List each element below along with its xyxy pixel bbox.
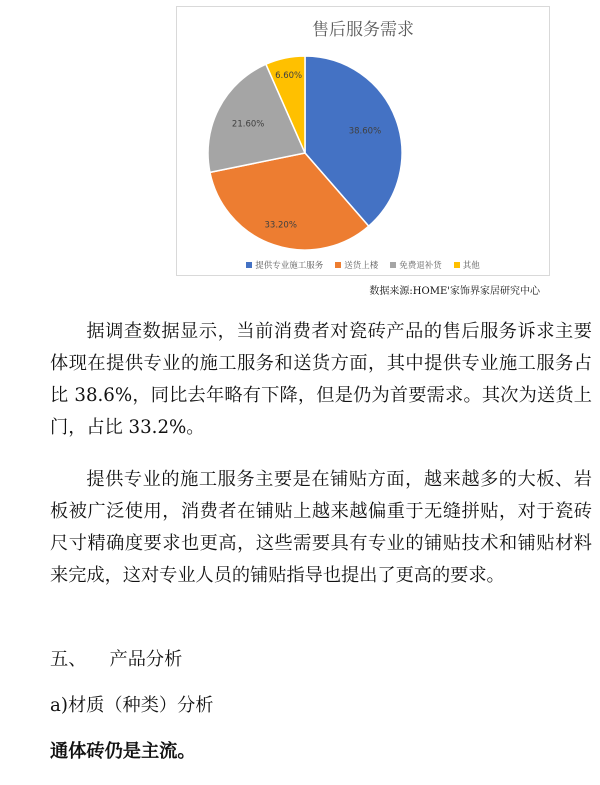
- legend-item-4: [454, 259, 480, 271]
- paragraph-2: 提供专业的施工服务主要是在铺贴方面，越来越多的大板、岩板被广泛使用，消费者在铺贴上越来越偏重于无缝拼贴，对于瓷砖尺寸精确度要求也更高，这些需要具有专业的铺贴技术和铺贴材料来完成，这对专业人员的铺贴指导也提出了更高的要求。: [50, 469, 592, 586]
- pie-chart: [176, 6, 550, 276]
- legend-label: 其他: [462, 261, 480, 271]
- legend-label: 送货上楼: [344, 261, 379, 271]
- slice-label-2: 33.20%: [264, 220, 297, 231]
- subheading: a)材质（种类）分析: [50, 695, 214, 716]
- section-heading: 五、 产品分析: [50, 649, 183, 670]
- legend-swatch: [335, 262, 341, 268]
- legend-swatch: [390, 262, 396, 268]
- slice-label-4: 6.60%: [275, 71, 303, 82]
- legend-swatch: [454, 262, 460, 268]
- legend-item-2: [335, 259, 378, 271]
- legend-label: 免费退补货: [399, 261, 442, 271]
- bold-conclusion: 通体砖仍是主流。: [50, 741, 196, 762]
- paragraph-1: 据调查数据显示，当前消费者对瓷砖产品的售后服务诉求主要体现在提供专业的施工服务和送货方面，其中提供专业施工服务占比 38.6%，同比去年略有下降，但是仍为首要需求。其次为送货上门，占比 33.2%。: [50, 321, 592, 438]
- slice-label-1: 38.60%: [348, 126, 382, 137]
- pie-svg: [177, 7, 549, 275]
- legend-label: 提供专业施工服务: [255, 261, 324, 271]
- legend-item-3: [390, 259, 442, 271]
- legend-item-1: [246, 259, 323, 271]
- chart-legend: [177, 259, 549, 271]
- source-note: 数据来源:HOME'家饰界家居研究中心: [369, 286, 540, 297]
- slice-label-3: 21.60%: [231, 119, 265, 130]
- legend-swatch: [246, 262, 252, 268]
- chart-title: 售后服务需求: [312, 20, 414, 40]
